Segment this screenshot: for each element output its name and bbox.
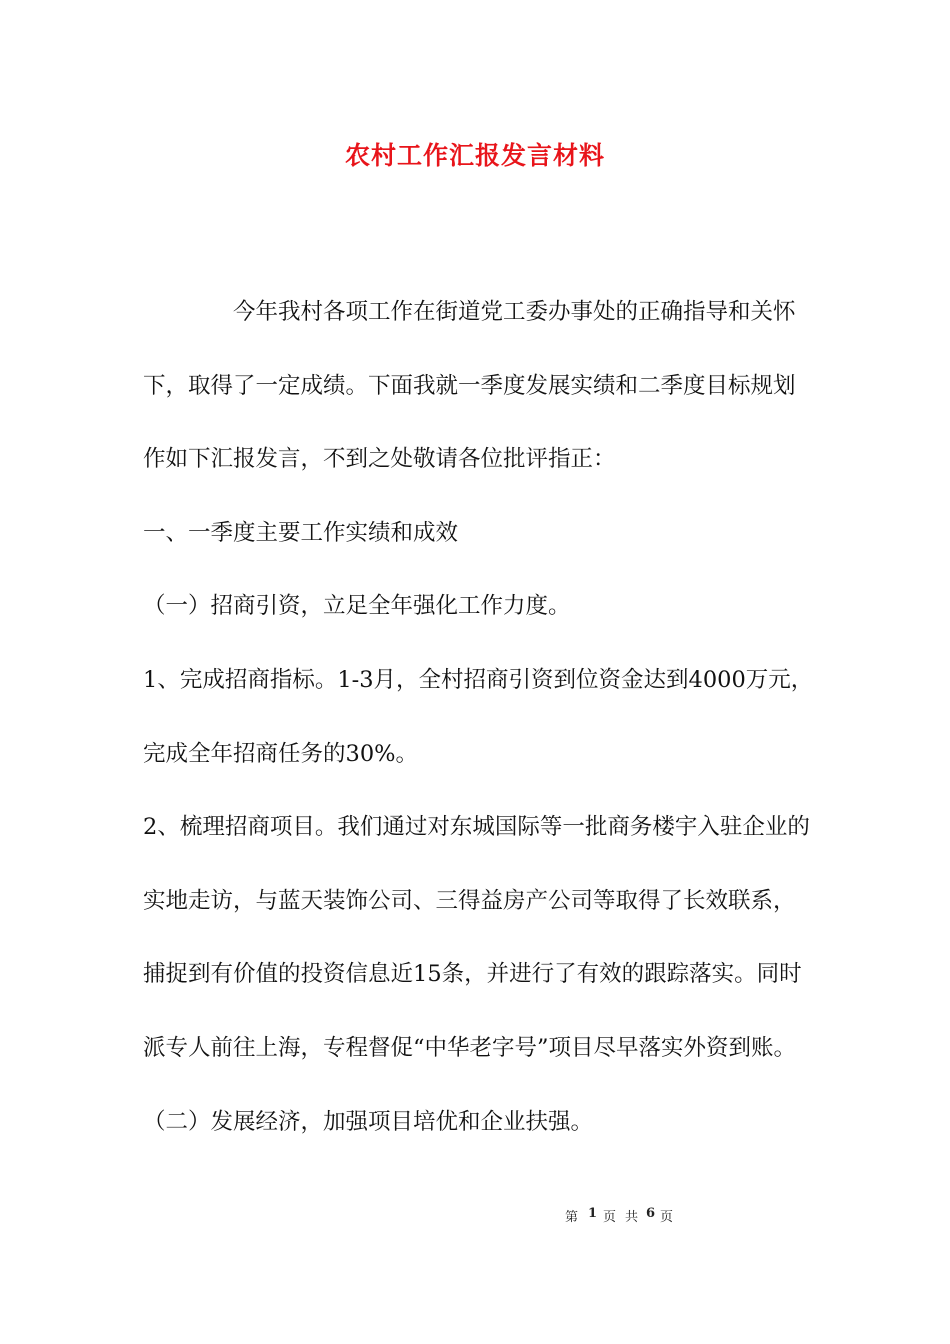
paragraph-line: 今年我村各项工作在街道党工委办事处的正确指导和关怀 xyxy=(233,299,796,325)
page-number-total: 6 xyxy=(646,1206,656,1221)
paragraph-line: 1、完成招商指标。1-3月，全村招商引资到位资金达到4000万元， xyxy=(143,666,814,693)
paragraph-line: 捕捉到有价值的投资信息近15条，并进行了有效的跟踪落实。同时 xyxy=(143,961,802,988)
document-title: 农村工作汇报发言材料 xyxy=(344,141,605,170)
paragraph-line: 实地走访，与蓝天装饰公司、三得益房产公司等取得了长效联系， xyxy=(143,887,796,914)
paragraph-line: 完成全年招商任务的30%。 xyxy=(143,740,419,767)
paragraph-line: 作如下汇报发言，不到之处敬请各位批评指正： xyxy=(143,446,616,473)
page-label-mid: 页 xyxy=(603,1210,617,1225)
subsection-heading: （一）招商引资，立足全年强化工作力度。 xyxy=(143,593,571,620)
page-number-current: 1 xyxy=(588,1206,598,1221)
subsection-heading: （二）发展经济，加强项目培优和企业扶强。 xyxy=(143,1108,594,1135)
page-label-suffix: 页 xyxy=(660,1210,674,1225)
document-body xyxy=(143,276,814,1159)
page-label-total-prefix: 共 xyxy=(625,1210,639,1225)
section-heading: 一、一季度主要工作实绩和成效 xyxy=(143,519,459,546)
paragraph-line: 下，取得了一定成绩。下面我就一季度发展实绩和二季度目标规划 xyxy=(143,372,796,399)
paragraph-line: 2、梳理招商项目。我们通过对东城国际等一批商务楼宇入驻企业的 xyxy=(143,814,810,841)
page-label-prefix: 第 xyxy=(565,1210,579,1225)
paragraph-line: 派专人前往上海，专程督促“中华老字号”项目尽早落实外资到账。 xyxy=(143,1034,797,1061)
